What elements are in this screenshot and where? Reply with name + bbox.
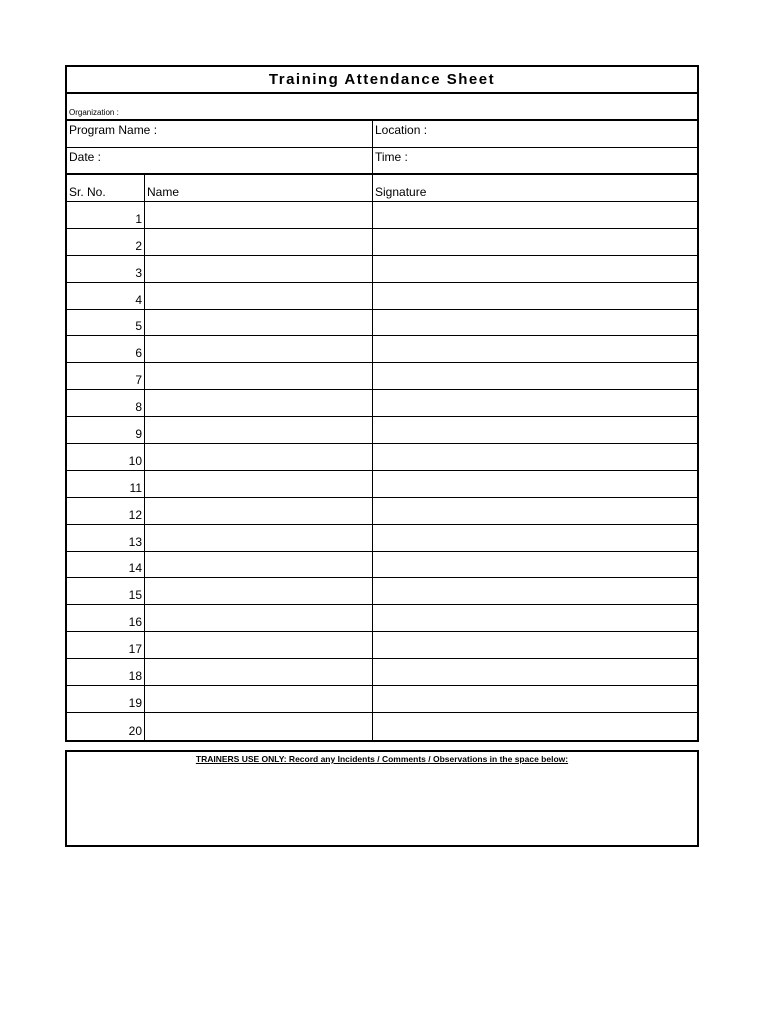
row-number: 5: [135, 319, 142, 334]
row-number: 15: [128, 588, 142, 603]
row-number: 12: [128, 507, 142, 522]
title-row: [67, 67, 697, 94]
name-cell[interactable]: [145, 471, 373, 497]
sr-no-header: [67, 175, 145, 201]
location-field[interactable]: [373, 121, 697, 147]
date-time-row: [67, 148, 697, 175]
trainer-note: TRAINERS USE ONLY: Record any Incidents / Comments / Observations in the space below:: [195, 754, 569, 764]
table-row: [67, 713, 697, 740]
signature-cell[interactable]: [373, 498, 697, 524]
table-row: [67, 605, 697, 632]
time-label: Time :: [375, 150, 408, 164]
signature-header: [373, 175, 697, 201]
signature-cell[interactable]: [373, 444, 697, 470]
program-location-row: [67, 121, 697, 148]
signature-cell[interactable]: [373, 471, 697, 497]
signature-header-label: Signature: [375, 185, 427, 199]
name-cell[interactable]: [145, 713, 373, 740]
date-field[interactable]: [67, 148, 373, 173]
name-cell[interactable]: [145, 310, 373, 336]
attendance-rows: [67, 202, 697, 740]
row-number: 20: [128, 723, 142, 738]
table-row: [67, 336, 697, 363]
table-row: [67, 525, 697, 552]
table-row: [67, 256, 697, 283]
name-cell[interactable]: [145, 417, 373, 443]
table-row: [67, 229, 697, 256]
signature-cell[interactable]: [373, 256, 697, 282]
name-cell[interactable]: [145, 632, 373, 658]
sr-no-cell: [67, 552, 145, 578]
location-label: Location :: [375, 123, 428, 137]
sr-no-cell: [67, 229, 145, 255]
sr-no-cell: [67, 310, 145, 336]
signature-cell[interactable]: [373, 229, 697, 255]
row-number: 3: [135, 265, 142, 280]
signature-cell[interactable]: [373, 390, 697, 416]
name-header: [145, 175, 373, 201]
sr-no-cell: [67, 283, 145, 309]
row-number: 13: [128, 534, 142, 549]
row-number: 1: [135, 211, 142, 226]
table-row: [67, 686, 697, 713]
table-row: [67, 552, 697, 579]
signature-cell[interactable]: [373, 363, 697, 389]
signature-cell[interactable]: [373, 417, 697, 443]
organization-row: [67, 94, 697, 121]
name-cell[interactable]: [145, 686, 373, 712]
signature-cell[interactable]: [373, 310, 697, 336]
date-label: Date :: [69, 150, 102, 164]
sr-no-cell: [67, 471, 145, 497]
table-row: [67, 363, 697, 390]
row-number: 17: [128, 642, 142, 657]
table-row: [67, 283, 697, 310]
sheet-title: Training Attendance Sheet: [268, 71, 496, 88]
name-cell[interactable]: [145, 552, 373, 578]
sr-no-cell: [67, 390, 145, 416]
row-number: 2: [135, 238, 142, 253]
table-row: [67, 444, 697, 471]
trainer-comments-box[interactable]: [65, 750, 699, 847]
signature-cell[interactable]: [373, 578, 697, 604]
row-number: 19: [128, 695, 142, 710]
row-number: 11: [129, 480, 142, 495]
signature-cell[interactable]: [373, 659, 697, 685]
name-cell[interactable]: [145, 336, 373, 362]
name-cell[interactable]: [145, 283, 373, 309]
signature-cell[interactable]: [373, 552, 697, 578]
row-number: 4: [135, 292, 142, 307]
sr-no-cell: [67, 417, 145, 443]
name-cell[interactable]: [145, 525, 373, 551]
name-header-label: Name: [147, 185, 180, 199]
table-row: [67, 578, 697, 605]
table-row: [67, 659, 697, 686]
sr-no-cell: [67, 686, 145, 712]
row-number: 6: [135, 346, 142, 361]
row-number: 18: [128, 669, 142, 684]
row-number: 16: [128, 615, 142, 630]
name-cell[interactable]: [145, 390, 373, 416]
table-row: [67, 390, 697, 417]
table-row: [67, 417, 697, 444]
table-row: [67, 632, 697, 659]
table-row: [67, 498, 697, 525]
sr-no-cell: [67, 256, 145, 282]
name-cell[interactable]: [145, 498, 373, 524]
sr-no-cell: [67, 498, 145, 524]
sr-no-cell: [67, 713, 145, 740]
signature-cell[interactable]: [373, 336, 697, 362]
sr-no-cell: [67, 578, 145, 604]
name-cell[interactable]: [145, 659, 373, 685]
sr-no-cell: [67, 659, 145, 685]
name-cell[interactable]: [145, 202, 373, 228]
program-name-field[interactable]: [67, 121, 373, 147]
name-cell[interactable]: [145, 256, 373, 282]
row-number: 9: [135, 427, 142, 442]
table-row: [67, 310, 697, 337]
name-cell[interactable]: [145, 578, 373, 604]
signature-cell[interactable]: [373, 686, 697, 712]
signature-cell[interactable]: [373, 283, 697, 309]
organization-label: Organization :: [69, 108, 119, 117]
time-field[interactable]: [373, 148, 697, 173]
attendance-sheet: [65, 65, 699, 742]
name-cell[interactable]: [145, 229, 373, 255]
row-number: 8: [135, 400, 142, 415]
sr-no-cell: [67, 525, 145, 551]
signature-cell[interactable]: [373, 605, 697, 631]
row-number: 14: [128, 561, 142, 576]
signature-cell[interactable]: [373, 525, 697, 551]
sr-no-header-label: Sr. No.: [69, 185, 106, 199]
signature-cell[interactable]: [373, 713, 697, 740]
table-row: [67, 471, 697, 498]
sr-no-cell: [67, 444, 145, 470]
sr-no-cell: [67, 363, 145, 389]
signature-cell[interactable]: [373, 202, 697, 228]
table-header-row: [67, 175, 697, 202]
signature-cell[interactable]: [373, 632, 697, 658]
sr-no-cell: [67, 632, 145, 658]
sr-no-cell: [67, 336, 145, 362]
table-row: [67, 202, 697, 229]
program-name-label: Program Name :: [69, 123, 158, 137]
name-cell[interactable]: [145, 363, 373, 389]
row-number: 10: [128, 453, 142, 468]
name-cell[interactable]: [145, 444, 373, 470]
name-cell[interactable]: [145, 605, 373, 631]
sr-no-cell: [67, 605, 145, 631]
row-number: 7: [135, 373, 142, 388]
sr-no-cell: [67, 202, 145, 228]
